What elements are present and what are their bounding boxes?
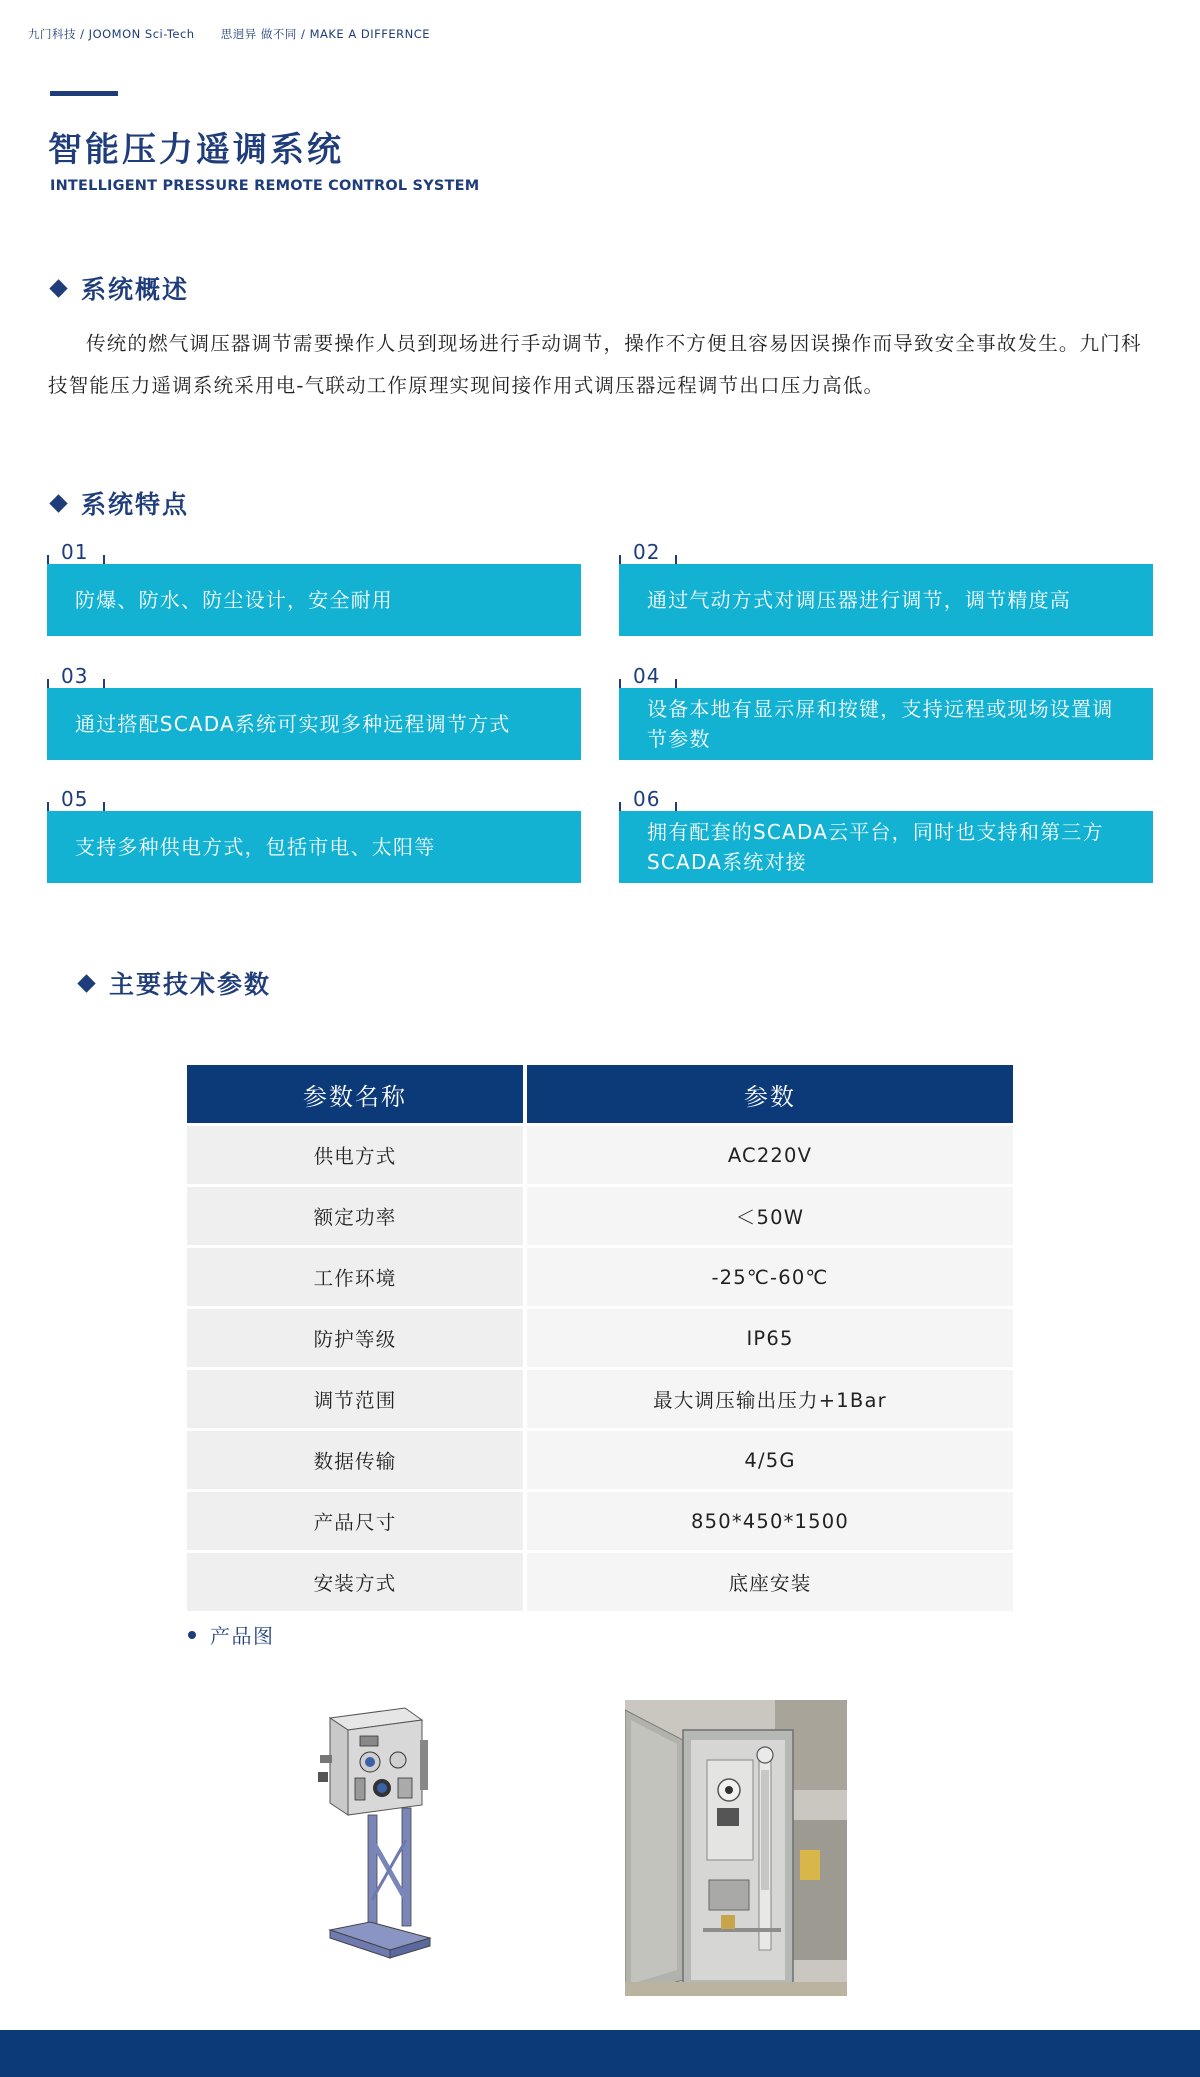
dot-bullet-icon (188, 1631, 196, 1639)
param-value-cell: -25℃-60℃ (527, 1245, 1013, 1306)
product-heading (188, 1620, 275, 1649)
param-value-cell: 最大调压输出压力+1Bar (527, 1367, 1013, 1428)
page-title: 智能压力遥调系统 (48, 130, 344, 170)
param-name-cell: 工作环境 (187, 1245, 527, 1306)
feature-text: 通过气动方式对调压器进行调节，调节精度高 (619, 564, 1153, 636)
feature-text: 拥有配套的SCADA云平台，同时也支持和第三方SCADA系统对接 (619, 811, 1153, 883)
feature-card (619, 540, 1153, 636)
overview-heading-label: 系统概述 (81, 275, 190, 304)
params-heading-label: 主要技术参数 (109, 970, 272, 999)
product-cad-image (310, 1700, 440, 1970)
top-brand-line (28, 26, 452, 42)
param-name-cell: 数据传输 (187, 1428, 527, 1489)
table-row (187, 1184, 1013, 1245)
header-param-value: 参数 (527, 1065, 1013, 1123)
product-heading-label: 产品图 (210, 1624, 275, 1648)
table-row (187, 1489, 1013, 1550)
table-row (187, 1428, 1013, 1489)
params-table (187, 1065, 1013, 1611)
feature-text: 通过搭配SCADA系统可实现多种远程调节方式 (47, 688, 581, 760)
param-name-cell: 调节范围 (187, 1367, 527, 1428)
param-value-cell: AC220V (527, 1123, 1013, 1184)
features-heading (52, 485, 189, 521)
feature-number: 04 (633, 664, 661, 688)
table-row (187, 1245, 1013, 1306)
table-row (187, 1550, 1013, 1611)
param-name-cell: 产品尺寸 (187, 1489, 527, 1550)
feature-text: 防爆、防水、防尘设计，安全耐用 (47, 564, 581, 636)
header-param-name: 参数名称 (187, 1065, 527, 1123)
title-accent-bar (50, 91, 118, 96)
feature-card (47, 540, 581, 636)
diamond-bullet-icon (49, 494, 67, 512)
brand-name: 九门科技 / JOOMON Sci-Tech (28, 27, 195, 41)
table-header-row (187, 1065, 1013, 1123)
param-name-cell: 供电方式 (187, 1123, 527, 1184)
param-value-cell: 850*450*1500 (527, 1489, 1013, 1550)
table-row (187, 1306, 1013, 1367)
param-value-cell: 4/5G (527, 1428, 1013, 1489)
param-name-cell: 防护等级 (187, 1306, 527, 1367)
feature-number: 01 (61, 540, 89, 564)
feature-number: 03 (61, 664, 89, 688)
feature-number: 02 (633, 540, 661, 564)
param-value-cell: IP65 (527, 1306, 1013, 1367)
feature-text: 设备本地有显示屏和按键，支持远程或现场设置调节参数 (619, 688, 1153, 760)
feature-card (619, 664, 1153, 760)
param-name-cell: 安装方式 (187, 1550, 527, 1611)
footer-bar (0, 2030, 1200, 2077)
feature-card (47, 664, 581, 760)
param-value-cell: ＜50W (527, 1184, 1013, 1245)
features-heading-label: 系统特点 (81, 490, 190, 519)
feature-number: 05 (61, 787, 89, 811)
page-subtitle: INTELLIGENT PRESSURE REMOTE CONTROL SYSTEM (50, 178, 480, 194)
overview-heading (52, 270, 189, 306)
table-row (187, 1123, 1013, 1184)
feature-text: 支持多种供电方式，包括市电、太阳等 (47, 811, 581, 883)
diamond-bullet-icon (77, 974, 95, 992)
diamond-bullet-icon (49, 279, 67, 297)
param-name-cell: 额定功率 (187, 1184, 527, 1245)
feature-number: 06 (633, 787, 661, 811)
brand-slogan: 思迥异 做不同 / MAKE A DIFFERNCE (220, 27, 430, 41)
params-heading (80, 965, 271, 1001)
param-value-cell: 底座安装 (527, 1550, 1013, 1611)
table-row (187, 1367, 1013, 1428)
feature-card (47, 787, 581, 883)
feature-card (619, 787, 1153, 883)
overview-paragraph: 传统的燃气调压器调节需要操作人员到现场进行手动调节，操作不方便且容易因误操作而导致安全事故发生。九门科技智能压力遥调系统采用电-气联动工作原理实现间接作用式调压器远程调节出口压力高低。 (48, 332, 1142, 397)
product-photo-image (625, 1700, 847, 1996)
